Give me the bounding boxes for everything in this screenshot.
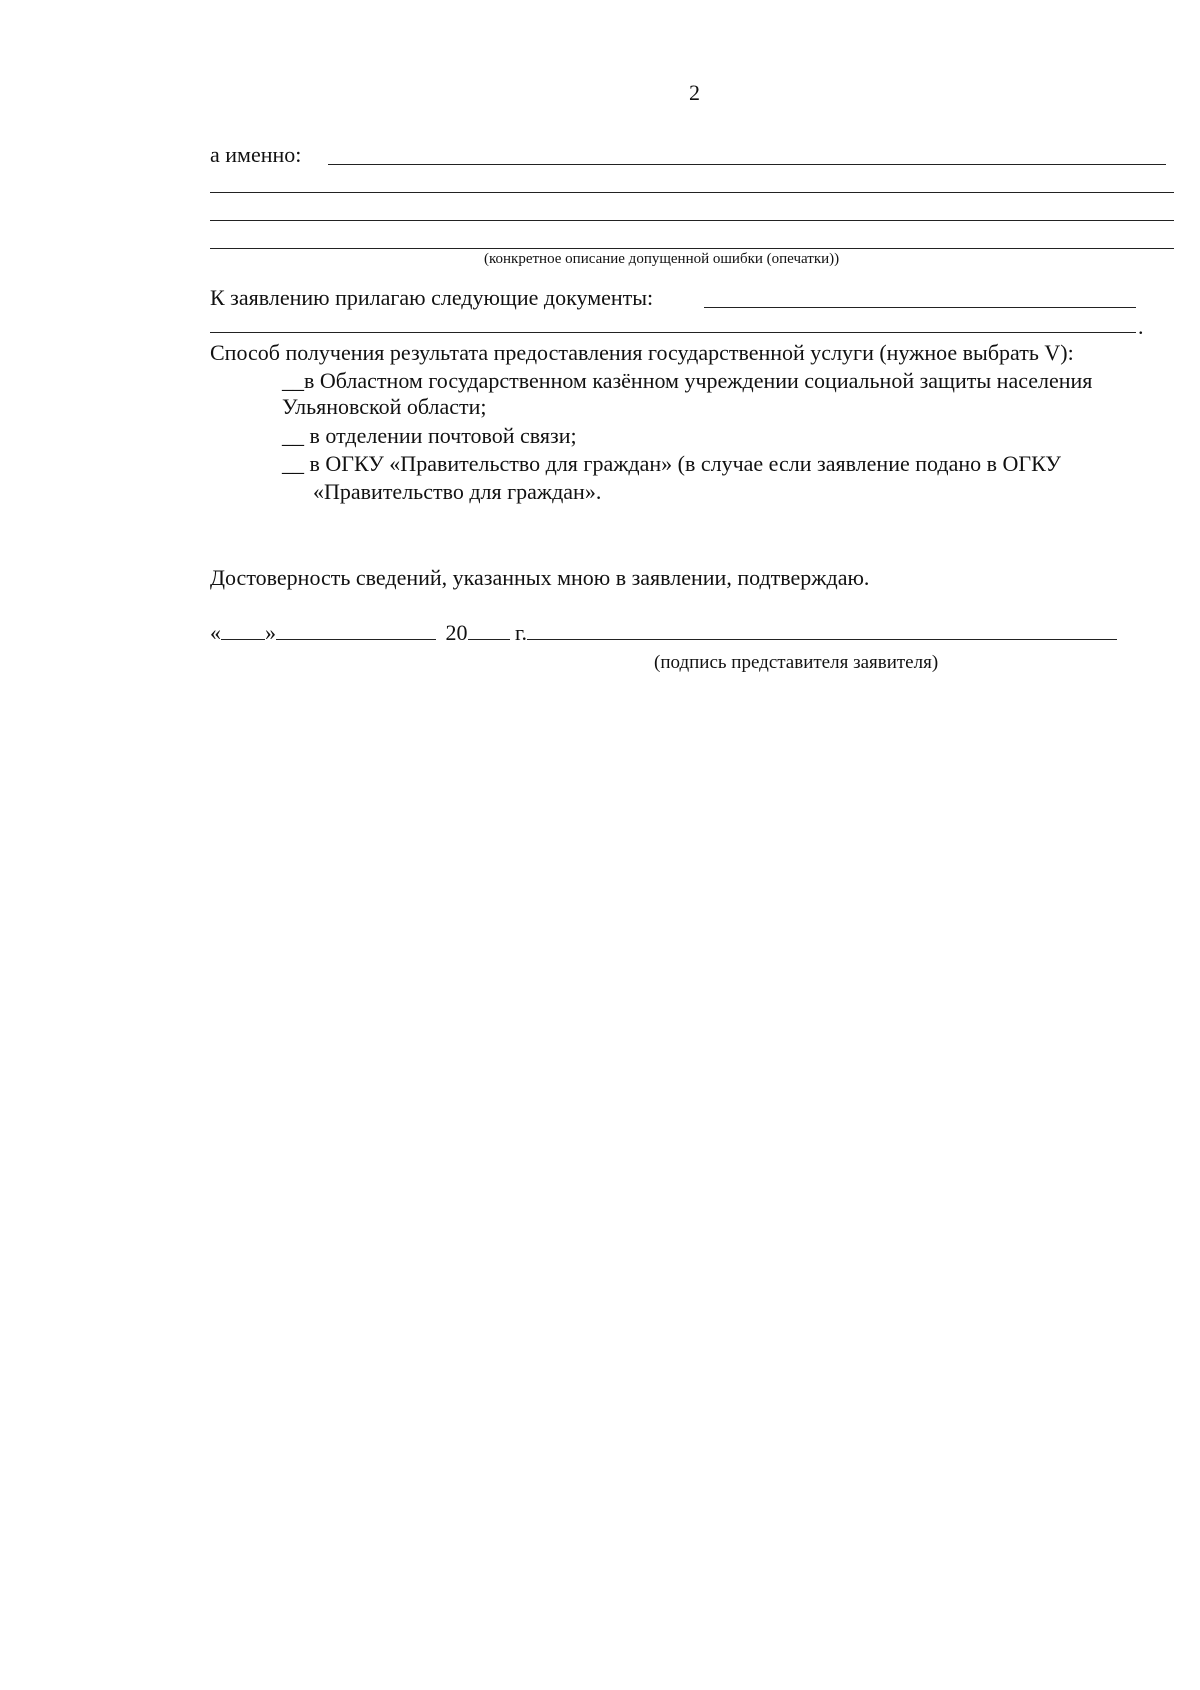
year-field[interactable] <box>468 621 510 640</box>
signature-caption: (подпись представителя заявителя) <box>654 652 939 673</box>
option-checkbox-blank[interactable]: __ <box>282 368 304 393</box>
error-description-line-4[interactable] <box>210 248 1174 249</box>
quote-open: « <box>210 620 221 645</box>
delivery-option-3[interactable] <box>282 451 1061 477</box>
option-checkbox-blank[interactable]: __ <box>282 423 304 448</box>
option-checkbox-blank[interactable]: __ <box>282 451 304 476</box>
error-description-line-3[interactable] <box>210 220 1174 221</box>
page-number: 2 <box>689 80 700 105</box>
month-field[interactable] <box>276 621 436 640</box>
attachments-line-2[interactable] <box>210 332 1136 333</box>
error-description-caption: (конкретное описание допущенной ошибки (опечатки)) <box>484 251 840 267</box>
option-label: в отделении почтовой связи; <box>309 423 577 448</box>
option-label: в Областном государственном казённом учреждении социальной защиты населения <box>304 368 1093 393</box>
signature-field[interactable] <box>527 621 1117 640</box>
delivery-option-1-cont: Ульяновской области; <box>282 394 487 419</box>
delivery-option-2[interactable] <box>282 423 577 449</box>
confirmation-text: Достоверность сведений, указанных мною в заявлении, подтверждаю. <box>210 565 870 590</box>
delivery-option-1[interactable] <box>282 368 1092 394</box>
error-description-line-1[interactable] <box>328 164 1166 165</box>
delivery-option-3-cont: «Правительство для граждан». <box>313 479 602 504</box>
day-field[interactable] <box>221 621 265 640</box>
option-label: в ОГКУ «Правительство для граждан» (в случае если заявление подано в ОГКУ <box>309 451 1061 476</box>
attachments-line-1[interactable] <box>704 307 1136 308</box>
signature-row <box>210 620 1117 646</box>
attachments-end-mark: . <box>1138 314 1144 339</box>
year-suffix: г. <box>515 620 528 645</box>
error-description-line-2[interactable] <box>210 192 1174 193</box>
quote-close: » <box>265 620 276 645</box>
year-prefix: 20 <box>445 620 468 645</box>
attachments-label: К заявлению прилагаю следующие документы: <box>210 285 654 310</box>
error-description-prefix: а именно: <box>210 142 302 167</box>
delivery-intro: Способ получения результата предоставления государственной услуги (нужное выбрать V): <box>210 340 1074 365</box>
